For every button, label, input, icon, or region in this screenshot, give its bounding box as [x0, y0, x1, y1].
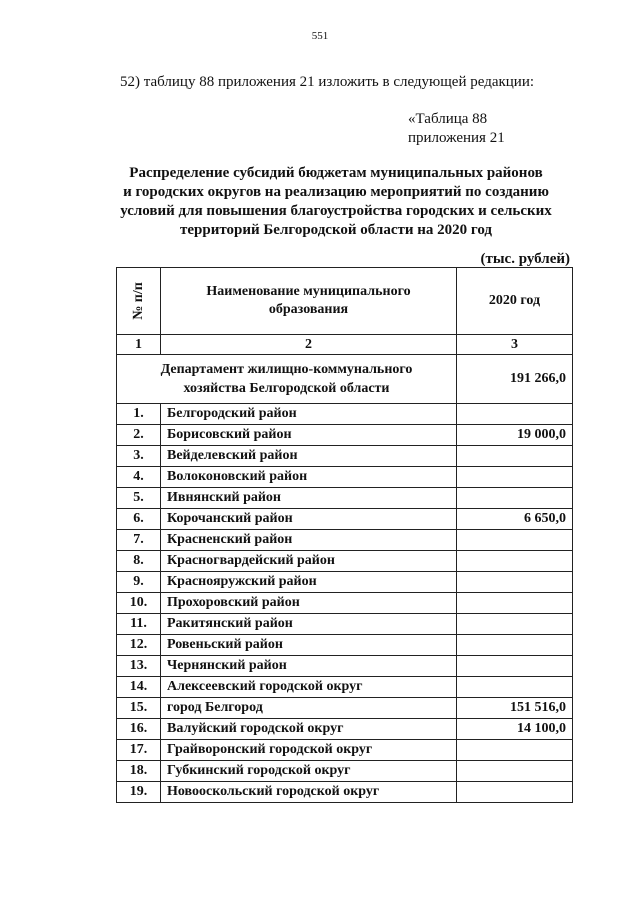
table-row	[117, 425, 573, 446]
row-number: 11.	[117, 614, 161, 635]
subsidy-value	[457, 740, 573, 761]
title-line: Распределение субсидий бюджетам муниципальных районов	[129, 165, 543, 181]
subsidy-value: 6 650,0	[457, 509, 573, 530]
row-number: 7.	[117, 530, 161, 551]
table-row	[117, 446, 573, 467]
row-number: 8.	[117, 551, 161, 572]
row-number: 14.	[117, 677, 161, 698]
column-index-row	[117, 335, 573, 355]
municipality-name: Ракитянский район	[161, 614, 457, 635]
table-row	[117, 572, 573, 593]
table-row	[117, 719, 573, 740]
municipality-name: Чернянский район	[161, 656, 457, 677]
department-name-line: Департамент жилищно-коммунального	[160, 362, 413, 377]
subsidy-value: 14 100,0	[457, 719, 573, 740]
table-row	[117, 782, 573, 803]
row-number: 10.	[117, 593, 161, 614]
table-row	[117, 740, 573, 761]
header-number-label: № п/п	[130, 282, 146, 320]
table-row	[117, 761, 573, 782]
row-number: 13.	[117, 656, 161, 677]
municipality-name: Ровеньский район	[161, 635, 457, 656]
municipality-name: Красненский район	[161, 530, 457, 551]
row-number: 19.	[117, 782, 161, 803]
title-line: условий для повышения благоустройства городских и сельских	[120, 203, 552, 219]
municipality-name: Краснояружский район	[161, 572, 457, 593]
document-title	[90, 164, 582, 240]
department-row	[117, 355, 573, 404]
title-line: и городских округов на реализацию мероприятий по созданию	[123, 184, 549, 200]
subsidy-value	[457, 656, 573, 677]
table-row	[117, 551, 573, 572]
header-name-line: образования	[268, 302, 349, 317]
municipality-name: Новооскольский городской округ	[161, 782, 457, 803]
header-year: 2020 год	[457, 268, 573, 335]
municipality-name: Красногвардейский район	[161, 551, 457, 572]
municipality-name: Губкинский городской округ	[161, 761, 457, 782]
municipality-name: Корочанский район	[161, 509, 457, 530]
row-number: 16.	[117, 719, 161, 740]
municipality-name: Ивнянский район	[161, 488, 457, 509]
table-row	[117, 404, 573, 425]
table-reference-line: «Таблица 88	[408, 111, 488, 127]
subsidy-value	[457, 467, 573, 488]
header-number	[117, 268, 161, 335]
municipality-name: Белгородский район	[161, 404, 457, 425]
title-line: территорий Белгородской области на 2020 год	[179, 222, 493, 238]
row-number: 3.	[117, 446, 161, 467]
subsidy-value	[457, 761, 573, 782]
table-header-row	[117, 268, 573, 335]
row-number: 5.	[117, 488, 161, 509]
subsidy-value	[457, 572, 573, 593]
header-name-line: Наименование муниципального	[206, 284, 411, 299]
row-number: 6.	[117, 509, 161, 530]
column-index: 1	[117, 335, 161, 355]
subsidy-value	[457, 530, 573, 551]
table-row	[117, 614, 573, 635]
department-name-line: хозяйства Белгородской области	[183, 381, 390, 396]
subsidy-value: 19 000,0	[457, 425, 573, 446]
table-row	[117, 698, 573, 719]
subsidy-value	[457, 614, 573, 635]
row-number: 2.	[117, 425, 161, 446]
table-row	[117, 530, 573, 551]
subsidy-value	[457, 488, 573, 509]
municipality-name: Алексеевский городской округ	[161, 677, 457, 698]
row-number: 12.	[117, 635, 161, 656]
municipality-name: Грайворонский городской округ	[161, 740, 457, 761]
subsidy-value	[457, 782, 573, 803]
table-row	[117, 488, 573, 509]
municipality-name: Вейделевский район	[161, 446, 457, 467]
municipality-name: Валуйский городской округ	[161, 719, 457, 740]
subsidy-value	[457, 677, 573, 698]
department-total: 191 266,0	[457, 355, 573, 404]
row-number: 4.	[117, 467, 161, 488]
table-row	[117, 593, 573, 614]
table-row	[117, 677, 573, 698]
table-reference	[408, 110, 505, 148]
row-number: 18.	[117, 761, 161, 782]
page-number: 551	[311, 30, 329, 42]
intro-text: 52) таблицу 88 приложения 21 изложить в следующей редакции:	[120, 74, 535, 90]
row-number: 17.	[117, 740, 161, 761]
table-reference-line: приложения 21	[408, 130, 505, 146]
column-index: 3	[457, 335, 573, 355]
subsidy-value	[457, 404, 573, 425]
row-number: 15.	[117, 698, 161, 719]
department-name	[117, 355, 457, 404]
municipality-name: город Белгород	[161, 698, 457, 719]
table-row	[117, 467, 573, 488]
subsidy-value	[457, 551, 573, 572]
header-name	[161, 268, 457, 335]
table-row	[117, 635, 573, 656]
municipality-name: Прохоровский район	[161, 593, 457, 614]
subsidy-value: 151 516,0	[457, 698, 573, 719]
row-number: 1.	[117, 404, 161, 425]
municipality-name: Волоконовский район	[161, 467, 457, 488]
subsidy-value	[457, 635, 573, 656]
subsidy-value	[457, 446, 573, 467]
row-number: 9.	[117, 572, 161, 593]
municipality-name: Борисовский район	[161, 425, 457, 446]
units-label: (тыс. рублей)	[480, 251, 570, 267]
column-index: 2	[161, 335, 457, 355]
table-row	[117, 656, 573, 677]
table-row	[117, 509, 573, 530]
subsidies-table	[116, 267, 573, 803]
subsidy-value	[457, 593, 573, 614]
